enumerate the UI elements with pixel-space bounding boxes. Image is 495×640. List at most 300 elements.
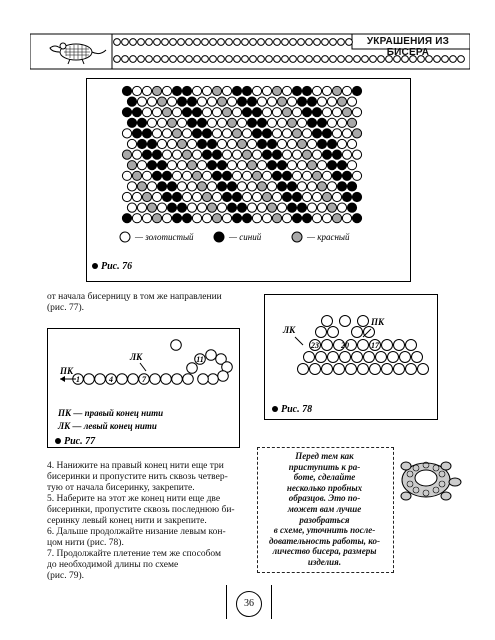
step-line: 5. Наберите на этот же конец нити еще две xyxy=(47,494,221,504)
bead xyxy=(142,192,151,201)
bead xyxy=(222,129,231,138)
figure-77 xyxy=(47,328,240,448)
bead xyxy=(137,97,146,106)
bead xyxy=(132,150,141,159)
bead xyxy=(307,161,316,170)
legend-label-gold: — золотистый xyxy=(135,232,194,242)
bead xyxy=(142,214,151,223)
bead xyxy=(172,374,183,385)
bead xyxy=(358,364,369,375)
bead-triangle-78 xyxy=(298,316,429,375)
bead xyxy=(222,171,231,180)
bead xyxy=(247,161,256,170)
bead xyxy=(217,182,226,191)
chain-bead xyxy=(282,56,289,63)
bead xyxy=(327,139,336,148)
chain-bead xyxy=(346,39,353,46)
bead xyxy=(267,97,276,106)
bead xyxy=(167,161,176,170)
chain-bead xyxy=(266,56,273,63)
caption-bullet xyxy=(272,406,278,412)
bead xyxy=(317,182,326,191)
bead xyxy=(212,150,221,159)
bead xyxy=(277,182,286,191)
bead xyxy=(340,352,351,363)
bead xyxy=(222,192,231,201)
bead xyxy=(334,364,345,375)
bead xyxy=(222,214,231,223)
bead xyxy=(322,86,331,95)
bead xyxy=(267,203,276,212)
bead xyxy=(217,139,226,148)
bead xyxy=(242,192,251,201)
bead xyxy=(302,192,311,201)
bead xyxy=(328,352,339,363)
chain-bead xyxy=(178,39,185,46)
bead xyxy=(292,108,301,117)
bead xyxy=(327,182,336,191)
chain-bead xyxy=(138,56,145,63)
bead xyxy=(232,214,241,223)
bead xyxy=(167,203,176,212)
bead xyxy=(157,182,166,191)
bead xyxy=(162,150,171,159)
step-line: (рис. 79). xyxy=(47,571,85,581)
bead xyxy=(197,182,206,191)
bead xyxy=(182,192,191,201)
bead xyxy=(192,214,201,223)
step-line: цом нити (рис. 78). xyxy=(47,538,124,548)
bead xyxy=(147,203,156,212)
bead xyxy=(287,182,296,191)
bead xyxy=(227,182,236,191)
chain-bead xyxy=(202,39,209,46)
label-lk: ЛК xyxy=(130,352,143,362)
bead xyxy=(227,118,236,127)
bead xyxy=(282,108,291,117)
bead xyxy=(152,86,161,95)
bead xyxy=(237,161,246,170)
bead xyxy=(247,97,256,106)
bead xyxy=(340,316,351,327)
bead xyxy=(292,192,301,201)
tip-line: довательность работы, ко- xyxy=(269,535,380,546)
bead xyxy=(157,118,166,127)
bead xyxy=(277,139,286,148)
bead xyxy=(187,203,196,212)
chain-bead xyxy=(282,39,289,46)
bead xyxy=(128,374,139,385)
chain-bead xyxy=(346,56,353,63)
bead-number: 23 xyxy=(311,341,319,350)
bead xyxy=(272,108,281,117)
bead xyxy=(207,118,216,127)
bead xyxy=(207,161,216,170)
chain-bead xyxy=(122,56,129,63)
bead xyxy=(132,86,141,95)
bead xyxy=(232,192,241,201)
chain-bead xyxy=(154,56,161,63)
bead xyxy=(162,108,171,117)
bead xyxy=(202,86,211,95)
bead xyxy=(147,139,156,148)
bead xyxy=(152,150,161,159)
bead xyxy=(262,214,271,223)
bead xyxy=(122,214,131,223)
bead xyxy=(237,182,246,191)
bead xyxy=(332,192,341,201)
bead xyxy=(212,108,221,117)
chain-bead xyxy=(162,56,169,63)
bead xyxy=(352,171,361,180)
bead xyxy=(412,352,423,363)
bead xyxy=(257,203,266,212)
bead xyxy=(346,364,357,375)
bead xyxy=(182,86,191,95)
bead xyxy=(316,352,327,363)
figure-76-caption: Рис. 76 xyxy=(101,261,133,272)
legend-76 xyxy=(120,232,350,242)
bead xyxy=(177,118,186,127)
step-line: тую от начала бисеринку, закрепите. xyxy=(47,483,195,493)
bead xyxy=(292,150,301,159)
bead xyxy=(307,139,316,148)
bead xyxy=(187,118,196,127)
bead xyxy=(252,129,261,138)
bead xyxy=(307,97,316,106)
chain-bead xyxy=(154,39,161,46)
bead xyxy=(317,97,326,106)
step-line: бисеринки и пропустите нить сквозь четвер- xyxy=(47,472,228,482)
bead xyxy=(327,161,336,170)
bead xyxy=(342,192,351,201)
bead xyxy=(177,161,186,170)
bead xyxy=(142,86,151,95)
bead xyxy=(242,108,251,117)
bead xyxy=(287,161,296,170)
figure-76 xyxy=(86,78,411,282)
chain-bead xyxy=(218,39,225,46)
bead xyxy=(327,118,336,127)
bead xyxy=(122,129,131,138)
bead xyxy=(370,364,381,375)
bead xyxy=(182,171,191,180)
bead xyxy=(297,203,306,212)
bead xyxy=(172,129,181,138)
bead xyxy=(337,139,346,148)
chain-bead xyxy=(202,56,209,63)
section-title: УКРАШЕНИЯ ИЗ БИСЕРА xyxy=(366,36,450,58)
bead xyxy=(192,108,201,117)
bead xyxy=(347,97,356,106)
bead xyxy=(232,129,241,138)
bead xyxy=(152,192,161,201)
chain-bead xyxy=(114,56,121,63)
chain-bead xyxy=(146,56,153,63)
steps-text xyxy=(47,461,247,582)
bead xyxy=(172,192,181,201)
label-pk-78: ПК xyxy=(371,317,385,327)
step-line: до необходимой длины по схеме xyxy=(47,560,179,570)
bead-number: 11 xyxy=(196,355,204,364)
bead xyxy=(302,214,311,223)
chain-bead xyxy=(330,56,337,63)
label-pk: ПК xyxy=(60,366,74,376)
bead xyxy=(242,171,251,180)
bead xyxy=(394,364,405,375)
bead xyxy=(217,118,226,127)
chain-bead xyxy=(338,39,345,46)
bead xyxy=(132,129,141,138)
caption-bullet xyxy=(55,438,61,444)
chain-bead xyxy=(146,39,153,46)
chain-bead xyxy=(266,39,273,46)
bead xyxy=(237,97,246,106)
turtle-brooch-icon xyxy=(392,450,462,510)
label-lk-78: ЛК xyxy=(283,325,296,335)
bead xyxy=(364,352,375,363)
bead xyxy=(272,86,281,95)
bead xyxy=(312,108,321,117)
bead xyxy=(132,171,141,180)
bead xyxy=(162,214,171,223)
intro-text xyxy=(47,292,247,314)
bead xyxy=(232,150,241,159)
bead xyxy=(317,203,326,212)
bead xyxy=(182,129,191,138)
bead xyxy=(252,150,261,159)
bead-number: 1 xyxy=(76,375,80,384)
chain-bead xyxy=(290,56,297,63)
chain-bead xyxy=(186,56,193,63)
bead xyxy=(252,171,261,180)
bead xyxy=(127,161,136,170)
chain-bead xyxy=(242,39,249,46)
bead xyxy=(167,139,176,148)
bead xyxy=(161,374,172,385)
bead xyxy=(192,129,201,138)
bead xyxy=(157,97,166,106)
chain-bead xyxy=(234,56,241,63)
figure-78 xyxy=(264,294,438,420)
bead xyxy=(152,214,161,223)
bead xyxy=(272,129,281,138)
bead xyxy=(187,97,196,106)
tip-line: может вам лучше xyxy=(287,503,362,514)
bead xyxy=(277,161,286,170)
bead xyxy=(172,150,181,159)
bead xyxy=(332,86,341,95)
bead xyxy=(206,350,217,361)
bead xyxy=(137,139,146,148)
bead xyxy=(272,150,281,159)
bead xyxy=(247,139,256,148)
bead xyxy=(167,97,176,106)
bead xyxy=(307,182,316,191)
bead xyxy=(247,203,256,212)
bead xyxy=(257,139,266,148)
bead xyxy=(400,352,411,363)
bead xyxy=(292,214,301,223)
bead xyxy=(127,203,136,212)
bead xyxy=(162,129,171,138)
bead xyxy=(198,374,209,385)
bead xyxy=(127,118,136,127)
bead-pattern-grid xyxy=(87,79,410,281)
bead xyxy=(282,86,291,95)
bead xyxy=(328,327,339,338)
bead-chain-77 xyxy=(73,340,233,385)
bead xyxy=(237,118,246,127)
chain-bead xyxy=(138,39,145,46)
bead xyxy=(202,214,211,223)
bead xyxy=(171,340,182,351)
bead xyxy=(227,97,236,106)
bead xyxy=(212,214,221,223)
bead xyxy=(322,150,331,159)
bead xyxy=(287,118,296,127)
bead-number: 17 xyxy=(371,341,379,350)
bead xyxy=(182,108,191,117)
chain-bead xyxy=(330,39,337,46)
bead xyxy=(388,352,399,363)
bead xyxy=(212,86,221,95)
bead xyxy=(406,340,417,351)
bead xyxy=(192,192,201,201)
bead xyxy=(187,182,196,191)
bead xyxy=(122,150,131,159)
bead xyxy=(202,171,211,180)
bead xyxy=(406,364,417,375)
tip-line: в схеме, уточнить после- xyxy=(273,525,376,536)
bead xyxy=(282,150,291,159)
bead xyxy=(187,161,196,170)
chain-bead xyxy=(210,56,217,63)
bead xyxy=(342,214,351,223)
chain-bead xyxy=(274,56,281,63)
bead xyxy=(237,139,246,148)
bead xyxy=(227,203,236,212)
bead xyxy=(208,374,219,385)
tip-line: разобраться xyxy=(299,514,350,525)
bead xyxy=(152,129,161,138)
step-line: 4. Нанижите на правый конец нити еще три xyxy=(47,461,224,471)
bead xyxy=(327,203,336,212)
bead xyxy=(242,150,251,159)
bead xyxy=(182,214,191,223)
bead xyxy=(137,203,146,212)
bead xyxy=(218,371,229,382)
bead xyxy=(332,171,341,180)
bead xyxy=(267,118,276,127)
bead xyxy=(262,171,271,180)
bead xyxy=(297,139,306,148)
bead xyxy=(202,150,211,159)
bead xyxy=(127,139,136,148)
chain-bead xyxy=(306,56,313,63)
bead xyxy=(302,150,311,159)
bead xyxy=(358,340,369,351)
bead xyxy=(137,182,146,191)
bead xyxy=(252,86,261,95)
bead xyxy=(192,150,201,159)
bead xyxy=(316,327,327,338)
bead xyxy=(322,364,333,375)
bead xyxy=(292,129,301,138)
bead xyxy=(332,108,341,117)
chain-bead xyxy=(178,56,185,63)
chain-bead xyxy=(306,39,313,46)
bead xyxy=(227,139,236,148)
bead xyxy=(352,352,363,363)
bead xyxy=(312,129,321,138)
bead xyxy=(207,139,216,148)
bead xyxy=(262,129,271,138)
bead xyxy=(127,182,136,191)
bead xyxy=(242,129,251,138)
bead xyxy=(272,192,281,201)
bead xyxy=(207,203,216,212)
bead xyxy=(177,139,186,148)
figure-77-caption: Рис. 77 xyxy=(64,436,96,447)
bead xyxy=(267,161,276,170)
chain-bead xyxy=(298,56,305,63)
tip-line: личество бисера, размеры xyxy=(272,546,377,557)
bead xyxy=(252,192,261,201)
bead xyxy=(172,108,181,117)
bead xyxy=(157,203,166,212)
chain-bead xyxy=(130,56,137,63)
step-line: серинку левый конец нити и закрепите. xyxy=(47,516,207,526)
bead xyxy=(382,364,393,375)
bead xyxy=(222,108,231,117)
chain-bead xyxy=(298,39,305,46)
chain-bead xyxy=(130,39,137,46)
bead xyxy=(277,203,286,212)
bead xyxy=(212,192,221,201)
bead xyxy=(272,214,281,223)
bead xyxy=(337,203,346,212)
legend-label-blue: — синий xyxy=(229,232,262,242)
bead xyxy=(157,161,166,170)
bead xyxy=(347,161,356,170)
bead xyxy=(187,363,198,374)
bead xyxy=(212,129,221,138)
legend-label-red: — красный xyxy=(307,232,350,242)
chain-bead xyxy=(314,39,321,46)
bead xyxy=(327,97,336,106)
bead xyxy=(172,171,181,180)
legend-swatch-blue xyxy=(214,232,224,242)
bead xyxy=(287,139,296,148)
bead xyxy=(142,150,151,159)
legend-lk: ЛК — левый конец нити xyxy=(58,421,157,431)
bead xyxy=(132,108,141,117)
bead xyxy=(187,139,196,148)
bead xyxy=(347,139,356,148)
bead xyxy=(394,340,405,351)
bead xyxy=(267,139,276,148)
bead xyxy=(172,214,181,223)
bead-number: 7 xyxy=(142,375,146,384)
bead-number: 4 xyxy=(109,375,113,384)
bead xyxy=(358,316,369,327)
chain-bead xyxy=(170,39,177,46)
bead xyxy=(332,150,341,159)
chain-bead xyxy=(122,39,129,46)
bead xyxy=(132,192,141,201)
bead xyxy=(337,182,346,191)
